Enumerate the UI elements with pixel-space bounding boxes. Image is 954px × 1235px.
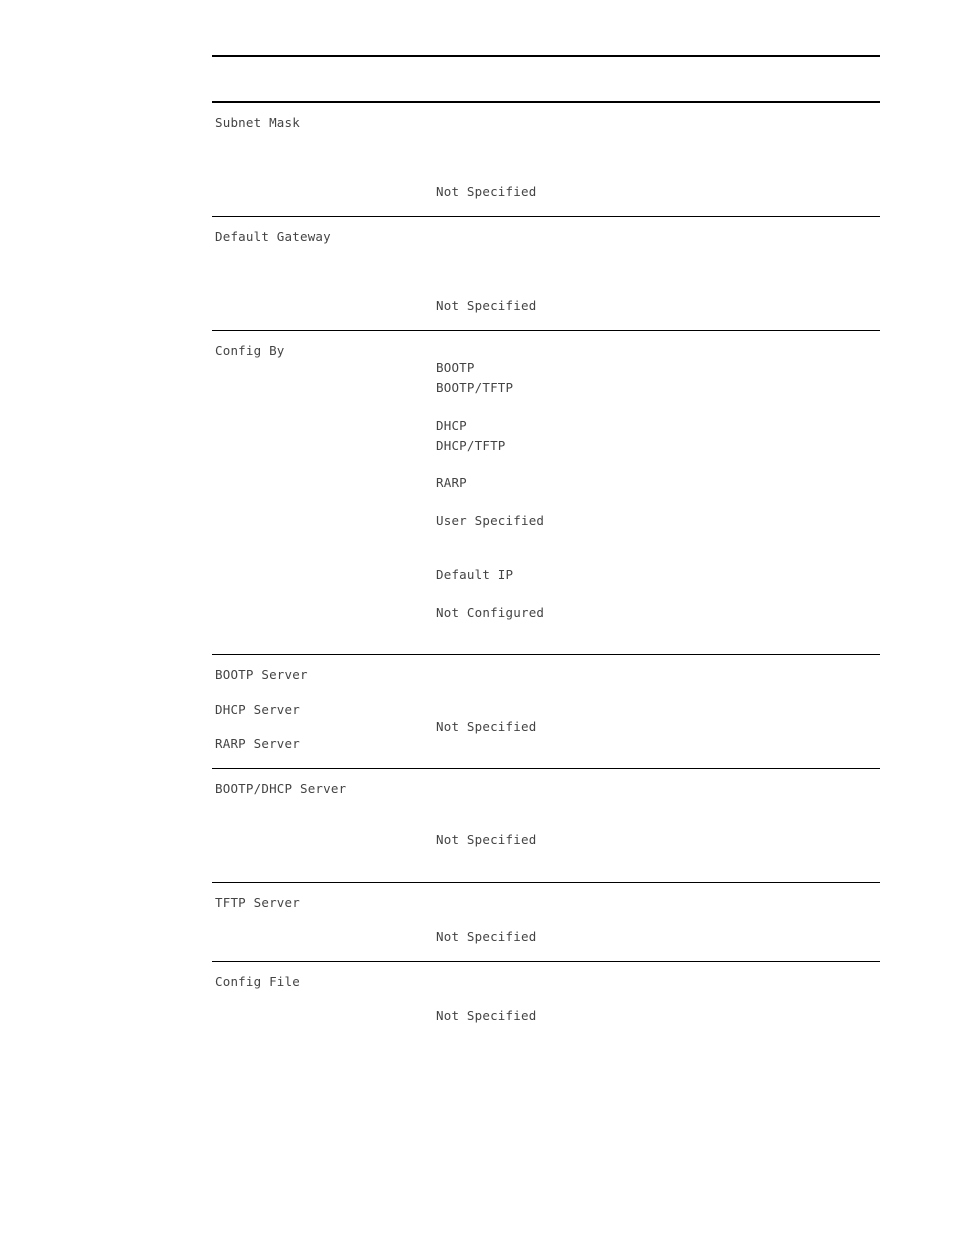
row-label-bootp-server: BOOTP Server [215,667,308,682]
row-value-config-file: Not Specified [436,1008,537,1023]
config-option-rarp: RARP [436,475,467,490]
row-divider [212,654,880,655]
row-value-subnet-mask: Not Specified [436,184,537,199]
row-value-default-gateway: Not Specified [436,298,537,313]
row-value-tftp-server: Not Specified [436,929,537,944]
row-divider [212,768,880,769]
table-top-rule [212,55,880,57]
table-header-rule [212,101,880,103]
config-option-bootp-tftp: BOOTP/TFTP [436,380,514,395]
config-option-bootp: BOOTP [436,360,475,375]
row-label-subnet-mask: Subnet Mask [215,115,300,130]
config-option-user-specified: User Specified [436,513,545,528]
row-divider [212,882,880,883]
row-label-config-file: Config File [215,974,300,989]
row-value-server: Not Specified [436,719,537,734]
row-value-bootp-dhcp-server: Not Specified [436,832,537,847]
row-label-bootp-dhcp-server: BOOTP/DHCP Server [215,781,347,796]
row-divider [212,216,880,217]
row-label-config-by: Config By [215,343,285,358]
config-option-default-ip: Default IP [436,567,514,582]
row-divider [212,330,880,331]
config-option-dhcp: DHCP [436,418,467,433]
config-option-not-configured: Not Configured [436,605,545,620]
config-option-dhcp-tftp: DHCP/TFTP [436,438,506,453]
row-divider [212,961,880,962]
row-label-dhcp-server: DHCP Server [215,702,300,717]
row-label-default-gateway: Default Gateway [215,229,331,244]
row-label-tftp-server: TFTP Server [215,895,300,910]
row-label-rarp-server: RARP Server [215,736,300,751]
